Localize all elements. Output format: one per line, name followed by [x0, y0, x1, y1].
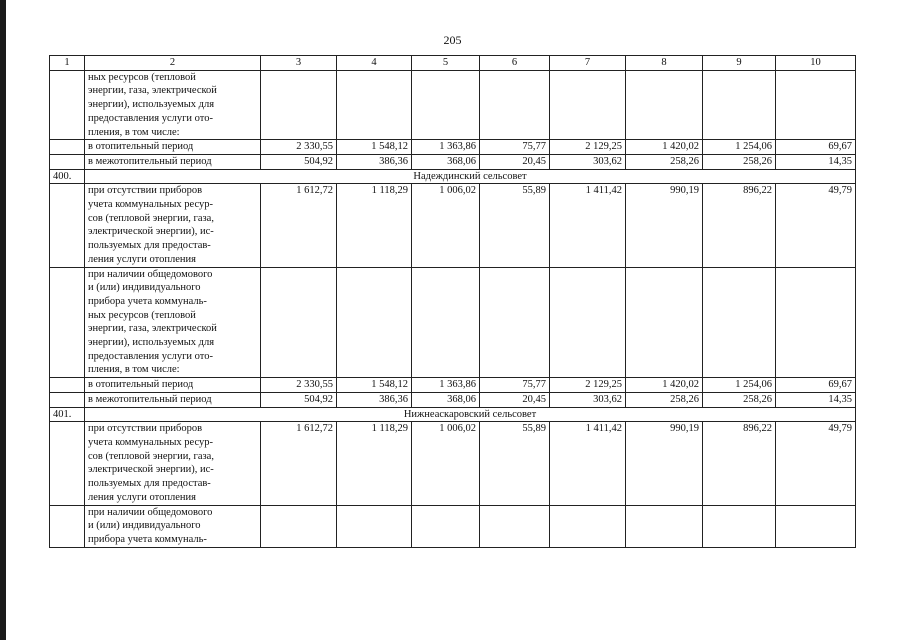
table-row — [50, 70, 856, 140]
header-cell: 2 — [85, 56, 261, 71]
row-description: при отсутствии приборов учета коммунальных ресур- сов (тепловой энергии, газа, электрической энергии), ис- пользуемых для предостав- ления услуги отопления — [85, 184, 261, 267]
value-cell: 2 330,55 — [261, 140, 337, 155]
value-cell: 14,35 — [776, 392, 856, 407]
row-description: при отсутствии приборов учета коммунальных ресур- сов (тепловой энергии, газа, электрической энергии), ис- пользуемых для предостав- ления услуги отопления — [85, 422, 261, 505]
row-label: в межотопительный период — [85, 154, 261, 169]
value-cell: 2 129,25 — [550, 378, 626, 393]
row-label: в межотопительный период — [85, 392, 261, 407]
header-cell: 6 — [480, 56, 550, 71]
header-cell: 4 — [337, 56, 412, 71]
section-number: 400. — [50, 169, 85, 184]
table-row — [50, 140, 856, 155]
table-row — [50, 505, 856, 547]
table-row — [50, 422, 856, 505]
row-label: в отопительный период — [85, 140, 261, 155]
value-cell: 1 548,12 — [337, 140, 412, 155]
value-cell: 504,92 — [261, 154, 337, 169]
value-cell: 1 420,02 — [626, 378, 703, 393]
table-row — [50, 154, 856, 169]
value-cell: 49,79 — [776, 422, 856, 505]
value-cell: 990,19 — [626, 184, 703, 267]
section-title: Надеждинский сельсовет — [85, 169, 856, 184]
value-cell: 20,45 — [480, 392, 550, 407]
value-cell: 2 129,25 — [550, 140, 626, 155]
value-cell: 386,36 — [337, 392, 412, 407]
value-cell: 258,26 — [626, 154, 703, 169]
value-cell: 1 254,06 — [703, 140, 776, 155]
value-cell: 55,89 — [480, 184, 550, 267]
page-number: 205 — [443, 33, 462, 47]
row-description: ных ресурсов (тепловой энергии, газа, электрической энергии), используемых для предоставления услуги ото- пления, в том числе: — [85, 70, 261, 140]
value-cell: 69,67 — [776, 140, 856, 155]
value-cell: 990,19 — [626, 422, 703, 505]
row-label: в отопительный период — [85, 378, 261, 393]
value-cell: 1 411,42 — [550, 184, 626, 267]
value-cell: 386,36 — [337, 154, 412, 169]
section-row — [50, 169, 856, 184]
value-cell: 2 330,55 — [261, 378, 337, 393]
value-cell: 1 006,02 — [412, 184, 480, 267]
table-row — [50, 378, 856, 393]
value-cell: 1 411,42 — [550, 422, 626, 505]
section-row — [50, 407, 856, 422]
value-cell: 75,77 — [480, 378, 550, 393]
value-cell: 1 612,72 — [261, 184, 337, 267]
header-cell: 1 — [50, 56, 85, 71]
value-cell: 1 363,86 — [412, 378, 480, 393]
scan-edge-bar — [0, 0, 6, 640]
value-cell: 368,06 — [412, 154, 480, 169]
table-row — [50, 392, 856, 407]
header-cell: 8 — [626, 56, 703, 71]
value-cell: 504,92 — [261, 392, 337, 407]
value-cell: 49,79 — [776, 184, 856, 267]
value-cell: 258,26 — [703, 392, 776, 407]
value-cell: 75,77 — [480, 140, 550, 155]
value-cell: 1 006,02 — [412, 422, 480, 505]
value-cell: 14,35 — [776, 154, 856, 169]
header-cell: 7 — [550, 56, 626, 71]
tariff-table — [49, 55, 856, 548]
header-cell: 10 — [776, 56, 856, 71]
value-cell: 1 548,12 — [337, 378, 412, 393]
value-cell: 896,22 — [703, 184, 776, 267]
value-cell: 303,62 — [550, 392, 626, 407]
value-cell: 69,67 — [776, 378, 856, 393]
table-header-row — [50, 56, 856, 71]
value-cell: 1 118,29 — [337, 184, 412, 267]
value-cell: 20,45 — [480, 154, 550, 169]
value-cell: 1 363,86 — [412, 140, 480, 155]
header-cell: 5 — [412, 56, 480, 71]
value-cell: 896,22 — [703, 422, 776, 505]
section-title: Нижнеаскаровский сельсовет — [85, 407, 856, 422]
table-row — [50, 267, 856, 378]
value-cell: 1 612,72 — [261, 422, 337, 505]
value-cell: 1 118,29 — [337, 422, 412, 505]
table-row — [50, 184, 856, 267]
header-cell: 9 — [703, 56, 776, 71]
row-description: при наличии общедомового и (или) индивидуального прибора учета коммуналь- ных ресурсов (тепловой энергии, газа, электрической энергии), используемых для предоставления услуги ото- пления, в том числе: — [85, 267, 261, 378]
value-cell: 303,62 — [550, 154, 626, 169]
value-cell: 258,26 — [703, 154, 776, 169]
value-cell: 258,26 — [626, 392, 703, 407]
header-cell: 3 — [261, 56, 337, 71]
value-cell: 368,06 — [412, 392, 480, 407]
row-description: при наличии общедомового и (или) индивидуального прибора учета коммуналь- — [85, 505, 261, 547]
value-cell: 55,89 — [480, 422, 550, 505]
value-cell: 1 254,06 — [703, 378, 776, 393]
value-cell: 1 420,02 — [626, 140, 703, 155]
section-number: 401. — [50, 407, 85, 422]
